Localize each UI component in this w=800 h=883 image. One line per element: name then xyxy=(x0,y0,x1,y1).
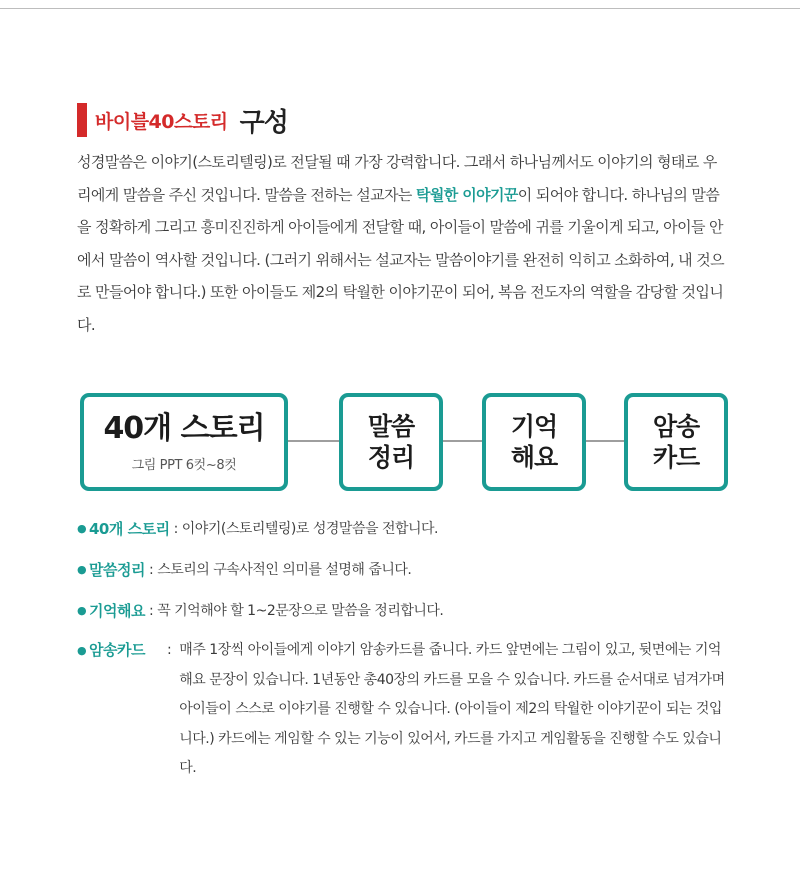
intro-paragraph xyxy=(77,146,725,341)
component-bullet-list xyxy=(77,513,732,784)
flow-box-remember-line1: 기억 xyxy=(510,412,558,441)
flow-box-word-summary xyxy=(339,393,443,491)
flow-box-recitation-card-line1: 암송 xyxy=(652,412,700,441)
bullet-key: 말씀정리 xyxy=(89,561,145,579)
bullet-dot-icon: ● xyxy=(77,563,87,576)
heading-brand: 바이블40스토리 xyxy=(95,110,228,133)
flow-box-stories xyxy=(80,393,288,491)
bullet-dot-icon: ● xyxy=(77,644,87,657)
top-divider xyxy=(0,8,800,9)
bullet-separator: : xyxy=(167,642,172,658)
list-item xyxy=(77,595,732,636)
flow-box-word-summary-line1: 말씀 xyxy=(367,412,415,441)
flow-box-stories-title: 40개 스토리 xyxy=(103,410,265,446)
heading-accent-bar xyxy=(77,103,87,137)
flow-box-remember-line2: 해요 xyxy=(510,443,558,472)
bullet-description: 스토리의 구속사적인 의미를 설명해 줍니다. xyxy=(157,562,412,578)
section-heading xyxy=(77,102,288,138)
heading-title: 구성 xyxy=(239,107,288,138)
bullet-description: 꼭 기억해야 할 1~2문장으로 말씀을 정리합니다. xyxy=(157,603,444,619)
list-item xyxy=(77,513,732,554)
flow-box-stories-sub: 그림 PPT 6컷~8컷 xyxy=(131,457,237,473)
flow-box-recitation-card xyxy=(624,393,728,491)
flow-box-word-summary-line2: 정리 xyxy=(367,443,415,472)
bullet-key: 암송카드 xyxy=(89,641,145,659)
bullet-separator: : xyxy=(173,521,178,537)
intro-highlight: 탁월한 이야기꾼 xyxy=(415,185,518,204)
bullet-description: 매주 1장씩 아이들에게 이야기 암송카드를 줍니다. 카드 앞면에는 그림이 있고, 뒷면에는 기억해요 문장이 있습니다. 1년동안 총40장의 카드를 모을 수 있습니다. 카드를 순서대로 넘겨가며 아이들이 스스로 이야기를 진행할 수 있습니다. (아이들이 제2의 탁월한 이야기꾼이 되는 것입니다.) 카드에는 게임할 수 있는 기능이 있어서, 카드를 가지고 게임활동을 진행할 수도 있습니다. xyxy=(179,642,725,776)
bullet-separator: : xyxy=(148,562,154,578)
bullet-dot-icon: ● xyxy=(77,604,87,617)
bullet-key: 기억해요 xyxy=(89,602,145,620)
bullet-separator: : xyxy=(148,603,154,619)
structure-flow-diagram xyxy=(0,390,800,494)
list-item xyxy=(77,554,732,595)
list-item xyxy=(77,636,732,784)
intro-text-2: 이 되어야 합니다. 하나님의 말씀을 정확하게 그리고 흥미진진하게 아이들에게 전달할 때, 아이들이 말씀에 귀를 기울이게 되고, 아이들 안에서 말씀이 역사할 것입니다. (그러기 위해서는 설교자는 말씀이야기를 완전히 익히고 소화하여, 내 것으로 만들어야 합니다.) 또한 아이들도 제2의 탁월한 이야기꾼이 되어, 복음 전도자의 역할을 감당할 것입니다. xyxy=(77,185,724,334)
flow-box-recitation-card-line2: 카드 xyxy=(652,443,700,472)
intro-text-1: 성경말씀은 이야기(스토리텔링)로 전달될 때 가장 강력합니다. 그래서 하나님께서도 이야기의 형태로 우리에게 말씀을 주신 것입니다. 말씀을 전하는 설교자는 xyxy=(77,153,717,204)
flow-box-remember xyxy=(482,393,586,491)
bullet-description: 이야기(스토리텔링)로 성경말씀을 전합니다. xyxy=(181,521,438,537)
bullet-key: 40개 스토리 xyxy=(89,520,170,538)
bullet-dot-icon: ● xyxy=(77,522,87,535)
